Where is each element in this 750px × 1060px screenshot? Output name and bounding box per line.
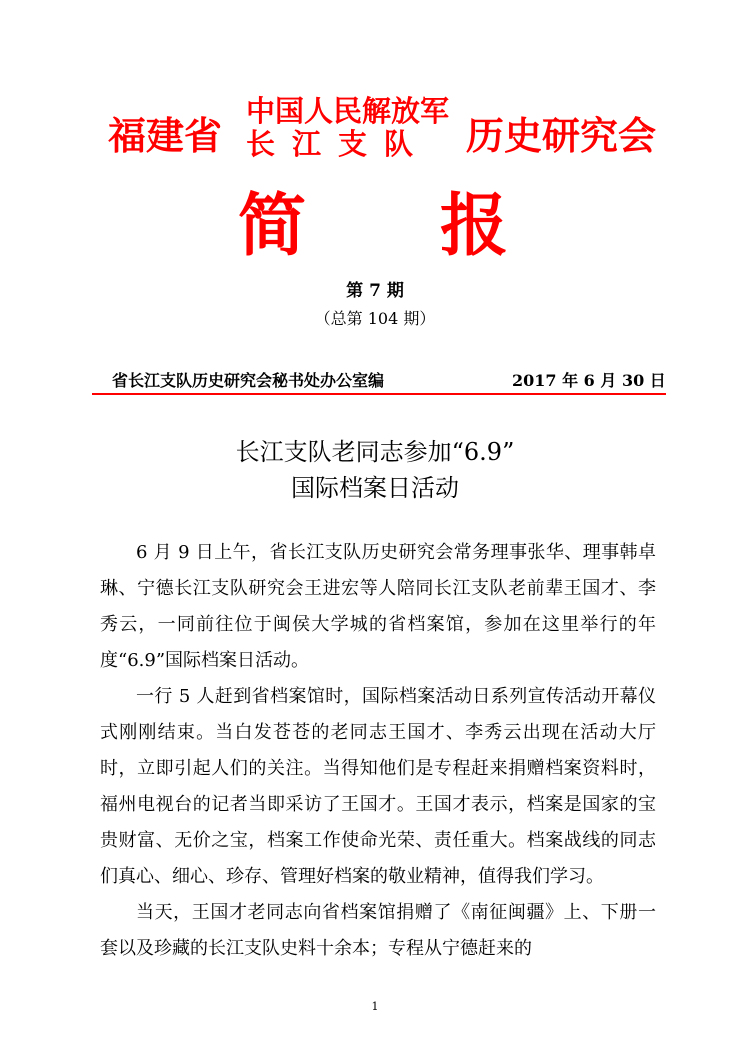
total-issue-number: （总第 104 期） xyxy=(314,309,436,328)
org-army-name xyxy=(246,95,449,161)
masthead-char-bao: 报 xyxy=(440,187,509,266)
article-title-line2: 国际档案日活动 xyxy=(291,474,459,502)
paragraph: 当天，王国才老同志向省档案馆捐赠了《南征闽疆》上、下册一套以及珍藏的长江支队史料十余本；专程从宁德赶来的 xyxy=(100,902,656,959)
org-army-line2: 长江支队 xyxy=(246,127,431,161)
masthead-title xyxy=(0,172,750,266)
masthead-char-jian: 简 xyxy=(238,187,307,266)
article-title xyxy=(0,434,750,506)
article-title-line1: 长江支队老同志参加“6.9” xyxy=(235,438,515,466)
page-number: 1 xyxy=(371,1000,379,1013)
article-body xyxy=(100,535,656,967)
issue-number: 第 7 期 xyxy=(346,281,404,301)
masthead-org xyxy=(0,95,750,165)
paragraph: 6 月 9 日上午，省长江支队历史研究会常务理事张华、理事韩卓琳、宁德长江支队研究会王进宏等人陪同长江支队老前辈王国才、李秀云，一同前往位于闽侯大学城的省档案馆，参加在这里举行的年度“6.9”国际档案日活动。 xyxy=(100,542,656,671)
org-province: 福建省 xyxy=(108,114,223,158)
editor-credit: 省长江支队历史研究会秘书处办公室编 xyxy=(112,371,385,390)
publish-date: 2017 年 6 月 30 日 xyxy=(512,371,666,390)
org-army-line1: 中国人民解放军 xyxy=(246,94,450,128)
header-divider xyxy=(92,393,666,395)
org-society: 历史研究会 xyxy=(466,114,657,158)
paragraph: 一行 5 人赶到省档案馆时，国际档案活动日系列宣传活动开幕仪式刚刚结束。当白发苍苍的老同志王国才、李秀云出现在活动大厅时，立即引起人们的关注。当得知他们是专程赶来捐赠档案资料时，福州电视台的记者当即采访了王国才。王国才表示，档案是国家的宝贵财富、无价之宝，档案工作使命光荣、责任重大。档案战线的同志们真心、细心、珍存、管理好档案的敬业精神，值得我们学习。 xyxy=(100,686,656,887)
